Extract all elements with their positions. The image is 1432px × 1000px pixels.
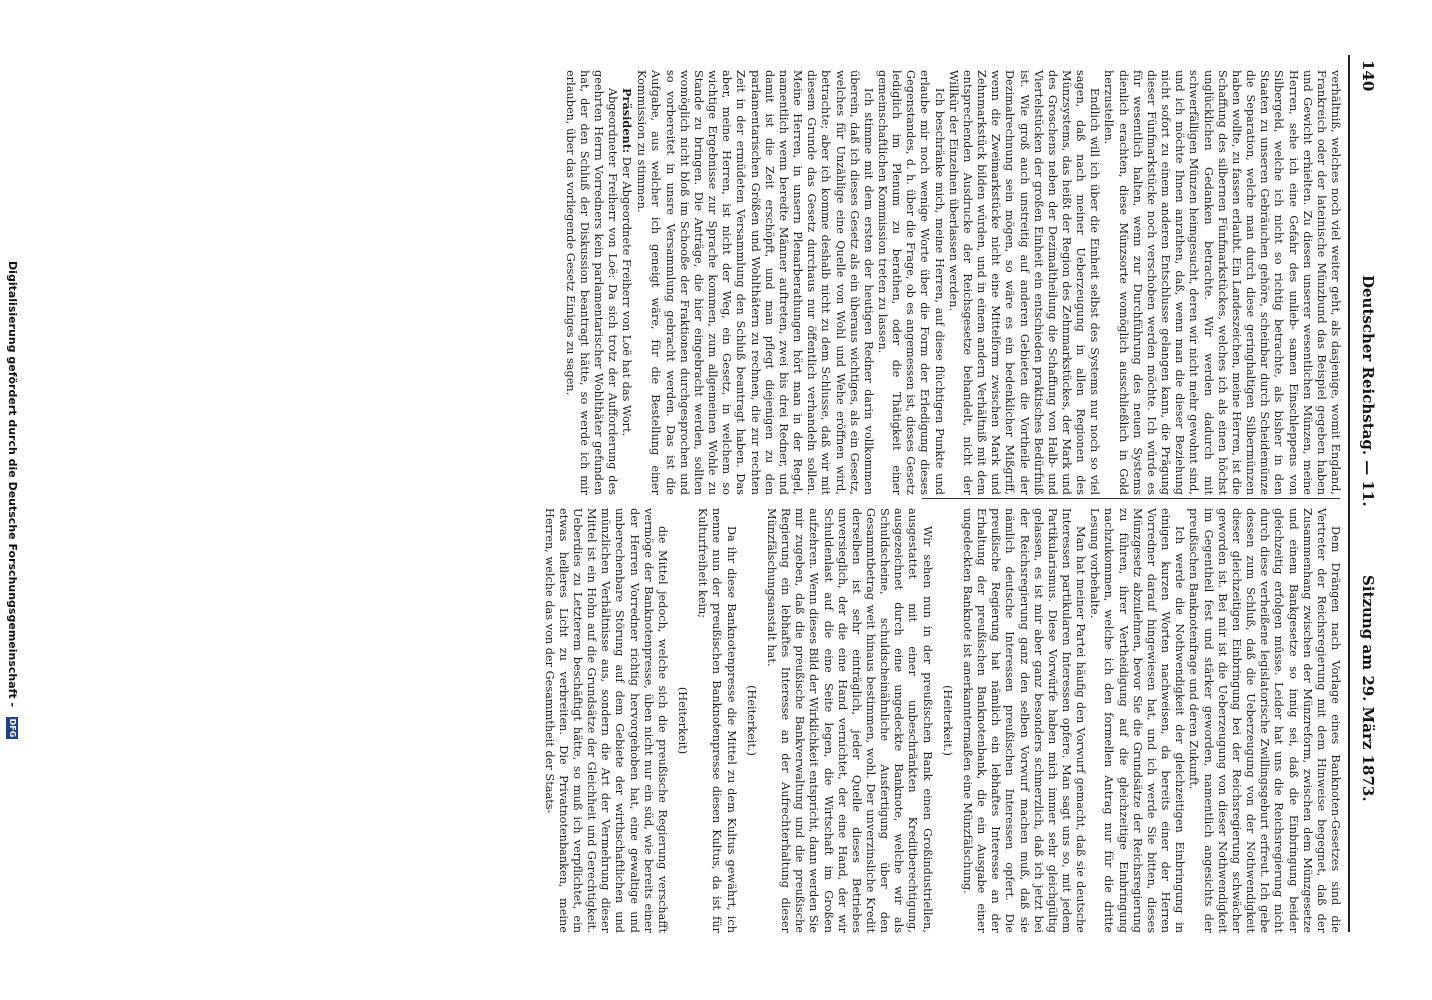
speaker-text: Der Abgeordnete Freiherr von Loë hat das Wort.	[620, 156, 634, 437]
interjection: (Heiterkeit.)	[744, 685, 758, 756]
paragraph: Man hat meiner Partei häufig den Vorwurf gemacht, daß sie deutsche Interessen partikularen Interessen opfere. Man sagt uns so, mit jedem Partikularismus. Diese Vorwürfe haben mich immer sehr gleichgültig gelassen, es ist mir aber ganz besonders schmerzlich, daß ich jetzt bei der Reichsregierung ganz den selben Vorwurf machen muß, daß sie nämlich deutsche Interessen preußischen Interessen opfert. Die preußische Regierung hat nämlich ein lebhaftes Interesse an der Erhaltung der preußischen Banknotenbank, die ein Ausgabe einer ungedeckten Banknote ist anerkanntermaßen eine Münzfälschung.	[960, 508, 1088, 933]
page-header	[1351, 60, 1377, 930]
speaker-label: Präsident:	[620, 88, 635, 154]
sitting-date: Sitzung am 29. März 1873.	[1359, 575, 1377, 802]
paragraph: Wir sehen nun in der preußischen Bank einen Großindustriellen, ausgestattet mit einer unbeschränkten Kreditberechtigung, ausgezeichnet durch eine ungedeckte Banknote, welche wir als Schuldscheine, schuldscheinähnliche Ausfertigung über den Gesammtbetrag weit hinaus bestimmen, wohl. Der unverzinsliche Kredit derselben ist sehr einträglich, jeder Quelle dieses Betriebes unversieglich, der die eine Hand vernichtet, der eine Hand, der wir Schuldenlast auf die eine Seite legen, die Wirtschaft im Großen aufzehren. Wenn dieses Bild der Wirklichkeit entspricht, dann werden Sie mir zugeben, daß die preußische Bankverwaltung und die preußische Regierung ein lebhaftes Interesse an der Aufrechterhaltung dieser Münzfälschungsanstalt hat.	[764, 508, 934, 933]
paragraph: die Mittel jedoch, welche sich die preußische Regierung verschafft vermöge der Banknotenpresse, üben nicht nur ein süd, wie bereits einer der Herren Vorredner richtig hervorgehoben hat, eine gewaltige und unberechenbare Störung auf dem Gebiete der wirthschaftlichen und münzlichen Verhältnisse aus, sondern die Art der Vermehrung dieser Mittel ist ein Hohn auf die Grundsätze der Gleichheit und Gerechtigkeit. Ueberdies zu Letzterem beschäftigt hätte, so muß ich verpflichtet, ein etwas helleres Licht zu verbreiten. Die Privatnotenbanken, meine Herren, welche das von der Gesammtheit der Staats-	[542, 508, 669, 933]
footer-text: Digitalisierung gefördert durch die Deutsche Forschungsgemeinschaft -	[6, 261, 19, 708]
paragraph: Dem Drängen nach Vorlage eines Banknoten-Gesetzes sind die Vertreter der Reichsregierung mit dem Hinweise begegnet, daß der Zusammenhang zwischen der Münzreform, zwischen dem Münzgesetze und einem Bankgesetze so innig sei, daß die Einbringung beider gleichzeitig erfolgen müsse. Leider hat uns die Reichsregierung nicht durch diese verheißene legislatorische Zwillingsgeburt erfreut. Ich gebe dessen zum Schluß, daß die Ueberzeugung von der Nothwendigkeit dieser gleichzeitigen Einbringung bei der Reichsregierung schwächer geworden ist. Bei mir ist die Ueberzeugung von dieser Nothwendigkeit im Gegentheil fest und stärker geworden, namentlich angesichts der preußischen Banknotenfrage und deren Zukunft.	[1187, 508, 1342, 933]
interjection: (Heiterkeit.)	[940, 685, 954, 756]
interjection: (Heiterkeit)	[676, 686, 690, 755]
paragraph: Ich stimme mit dem ersten der heutigen Redner darin vollkommen überein, daß ich dieses Gesetz als ein überaus wichtiges, als ein Gesetz, welches für Unzählige eine Quelle von Wohl und Wehe eröffnen wird, betrachte; aber ich komme deshalb nicht zu dem Schlusse, daß wir mit diesem Grunde das Gesetz durchaus nur öffentlich verhandeln sollen. Meine Herren, in unsern Plenarberathungen hört man in der Regel, namentlich wenn beredte Männer auftreten, zwei bis drei Redner, und damit ist die Zeit erschöpft, und man pflegt diejenigen zu den parlamentarischen Größen und Wohlthätern zu rechnen, die zur rechten Zeit in der ermüdeten Versammlung den Schluß beantragt haben. Das aber, meine Herren, ist nicht der Weg, ein Gesetz, in welchem so wichtige Ergebnisse zur Sprache kommen, zum allgemeinen Wohle zu Stande zu bringen. Die Anträge, die hier eingebracht werden, sollten womöglich nicht bloß im Schooße der Fraktionen durchgesprochen und so vorbereitet in unsre Versammlung gebracht werden. Das ist die Aufgabe, aus welcher ich geneigt wäre, für die Bestellung einer Kommission zu stimmen.	[635, 70, 875, 495]
dfg-logo-icon: DFG	[8, 718, 17, 738]
paragraph: Endlich will ich über die Einheit selbst des Systems nur noch so viel sagen, daß nach meiner Ueberzeugung in allen Regionen des Münzsystems, das heißt der Region des Zehnmarkstückes, der Mark und des Groschens neben der Dezimaltheilung die Schaffung von Halb- und Viertelstücken der großen Einheit ein entschieden praktisches Bedürfniß ist. Wie groß auch unstreitig auf anderen Gebieten die Vortheile der Dezimalrechnung sein mögen, so wäre es ein bedenklicher Mißgriff, wenn die Zweimarkstücke nicht eine Mittelform zwischen Mark und Zehnmarkstück bilden würden, und in einem andern Verhältniß mit dem entsprechenden Ausdrucke der Reichsgesetze behandelt, nicht der Willkür der Einzelnen überlassen werden.	[946, 70, 1102, 495]
column-divider	[922, 498, 1340, 499]
paragraph: verhältniß, welches noch viel weiter geht, als dasjenige, womit England, Frankreich oder der lateinische Münzbund das Beispiel gegeben haben und Gewicht erhielten. Zu diesen unserer wesentlichen Münzen, meine Herren, sehe ich eine Gefahr des unlieb- samen Einschleppens von Silbergeld, welche ich nicht so richtig betrachte, als bisher in den Staaten zu unseren Gebräuchen gehöre, scheinbar durch Scheidemünze die Separation, welche man durch diese geringhaltigen Silbermünzen haben wollte, zu fassen erlaubt. Ein Landeszeichen, meine Herren, ist die Schaffung des silbernen Fünfmarkstückes, welches ich als einen höchst unglücklichen Gedanken betrachte. Wir werden dadurch mit schwerfälligen Münzen heimgesucht, deren wir nicht mehr gewohnt sind, und ich möchte Ihnen anrathen, daß, wenn man die dieser Beziehung nicht sofort zu einem anderen Entschlusse gelangen kann, die Prägung dieser Fünfmarkstücke noch verschoben werden möchte. Ich würde es für wesentlich halten, wenn zur Durchführung des neuen Systems dienlich erachten, diese Münzsorte womöglich ausschließlich in Gold herzustellen.	[1102, 70, 1342, 495]
paragraph: Ich beschränke mich, meine Herren, auf diese flüchtigen Punkte und erlaube mir noch wenige Worte über die Form der Erledigung dieses Gegenstandes, d. h. über die Frage, ob es angemessen ist, dieses Gesetz lediglich im Plenum zu berathen, oder die Thätigkeit einer gemeinschaftlichen Kommission treten zu lassen.	[876, 70, 946, 495]
page-number: 140	[1359, 60, 1377, 92]
speaker-paragraph	[619, 70, 634, 495]
paragraph: Ich werde die Nothwendigkeit der gleichzeitigen Einbringung in einigen kurzen Worten nachweisen, da bereits einer der Herren Vorredner darauf hingewiesen hat, und ich werde Sie bitten, dieses Münzgesetz abzulehnen, bevor Sie die Grundsätze der Reichsregierung zu führen, ihrer Vertheidigung auf die gleichzeitige Einbringung nachzukommen, welche ich den formellen Antrag nur für die dritte Lesung vorbehalte.	[1088, 508, 1187, 933]
paragraph: Abgeordneter Freiherr von Loë: Da sich trotz der Aufforderung des geehrten Herrn Vorredners kein parlamentarischer Wohlthäter gefunden hat, der den Schluß der Diskussion beantragt hätte, so werde ich mir erlauben, über das vorliegende Gesetz Einiges zu sagen.	[563, 70, 620, 495]
digitization-footer	[6, 0, 19, 1000]
running-title: Deutscher Reichstag. — 11.	[1359, 275, 1377, 507]
right-column	[542, 508, 1342, 933]
header-rule	[1348, 55, 1350, 932]
paragraph: Da ihr diese Banknotenpresse die Mittel zu dem Kultus gewährt, ich nenne nun der preußischen Banknotenpresse diesen Kultus, da ist für Kulturfreiheit kein;	[696, 508, 738, 933]
left-column	[562, 70, 1342, 495]
